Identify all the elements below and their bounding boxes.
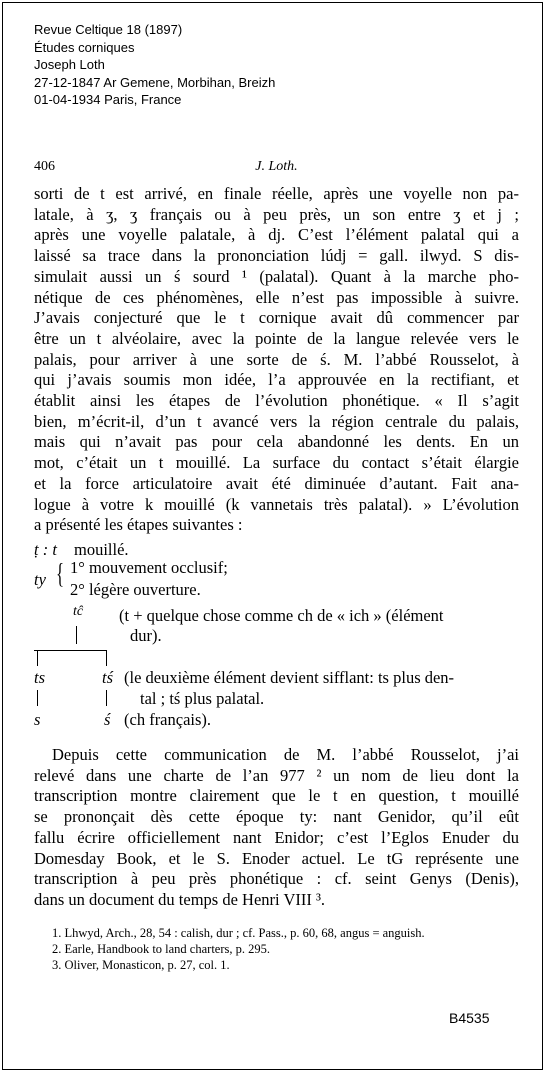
text-line: transcription montre clairement que le t en question, t mouillé <box>34 786 519 806</box>
running-title: J. Loth. <box>255 159 298 174</box>
text-line: mais qui n’avait pas pour cela abandonné les dents. En un <box>34 432 519 452</box>
text-line: latale, à ʒ, ʒ français ou à peu près, un son entre ʒ et j ; <box>34 204 519 224</box>
catalog-code: B4535 <box>449 1010 490 1026</box>
body-text <box>34 184 519 536</box>
text-line: simulait aussi un ś sourd ¹ (palatal). Quant à la marche pho- <box>34 266 519 286</box>
text-line: être un t alvéolaire, avec la pointe de la langue relevée vers le <box>34 328 519 348</box>
text-line: J’avais conjecturé que le t cornique avait dû commencer par <box>34 308 519 328</box>
text-line: transcription à peu près phonétique : cf. seint Genys (Denis), <box>34 869 519 889</box>
stage-s-symbol: s <box>34 710 41 729</box>
text-line: logue à votre k mouillé (k vannetais très palatal). » L’évolution <box>34 494 519 514</box>
text-line: bien, m’écrit-il, d’un t avancé vers la région centrale du palais, <box>34 411 519 431</box>
stage-tc-text-a: (t + quelque chose comme ch de « ich » (élément <box>119 606 444 625</box>
stage-s-palatal-symbol: ś <box>104 710 111 729</box>
stage-ts-text-a: (le deuxième élément devient sifflant: ts plus den- <box>124 668 455 687</box>
stage-ty-item-2: 2° légère ouverture. <box>70 580 201 599</box>
footnote: 2. Earle, Handbook to land charters, p. 295. <box>52 942 270 956</box>
journal-line: Revue Celtique 18 (1897) <box>34 22 183 37</box>
stage-ts-symbol: ts <box>34 668 46 687</box>
connector-line <box>37 690 38 706</box>
footnote: 3. Oliver, Monasticon, p. 27, col. 1. <box>52 958 230 972</box>
connector-line <box>76 626 77 644</box>
connector-line <box>37 650 38 666</box>
text-line: après une voyelle palatale, à dj. C’est l’élément palatal qui a <box>34 225 519 245</box>
stage-tc-text-b: dur). <box>130 626 162 645</box>
text-line: qui j’avais soumis mon idée, l’a approuvée en la rectifiant, et <box>34 370 519 390</box>
text-line: Depuis cette communication de M. l’abbé Rousselot, j’ai <box>52 745 519 764</box>
text-line: laissé sa trace dans la prononciation lúdj = gall. ilwyd. S dis- <box>34 246 519 266</box>
text-line: palais, pour arriver à une sorte de ś. M. l’abbé Rousselot, à <box>34 349 519 369</box>
split-line <box>34 650 107 651</box>
brace-glyph: { <box>56 559 65 590</box>
text-line: sorti de t est arrivé, en finale réelle, après une voyelle non pa- <box>34 184 519 203</box>
footnote: 1. Lhwyd, Arch., 28, 54 : calish, dur ; cf. Pass., p. 60, 68, angus = anguish. <box>52 926 425 940</box>
page-number: 406 <box>34 159 55 174</box>
stage-ts-text-b: tal ; tś plus palatal. <box>140 689 265 708</box>
text-line: nétique de ces phénomènes, elle n’est pas impossible à suivre. <box>34 287 519 307</box>
footnotes <box>52 925 519 973</box>
stage-s-text: (ch français). <box>124 710 212 729</box>
text-line: fallu écrire officiellement nant Enidor; c’est l’Eglos Enuder du <box>34 827 519 847</box>
author-line: Joseph Loth <box>34 57 105 72</box>
phonetic-evolution-diagram <box>34 538 519 738</box>
second-paragraph <box>34 745 519 911</box>
stage-t-mouille-symbol: ṭ : t <box>34 540 57 559</box>
text-line: mot, c’était un t mouillé. La surface du contact s’était élargie <box>34 453 519 473</box>
metadata-header <box>34 21 275 109</box>
text-line: a présenté les étapes suivantes : <box>34 515 243 535</box>
text-line: et la force articulatoire avait été diminuée d’autant. Fait ana- <box>34 473 519 493</box>
stage-t-mouille-label: mouillé. <box>74 540 129 559</box>
stage-tc-symbol: tĉ <box>73 604 84 619</box>
stage-ty-item-1: 1° mouvement occlusif; <box>70 558 228 577</box>
text-line: se prononçait dès cette époque ty: nant Genidor, qu’il eût <box>34 807 519 827</box>
connector-line <box>106 650 107 666</box>
text-line: établit ainsi les étapes de l’évolution phonétique. « Il s’agit <box>34 391 519 411</box>
birth-line: 27-12-1847 Ar Gemene, Morbihan, Breizh <box>34 74 276 90</box>
stage-ty-symbol: ty <box>34 570 46 589</box>
article-title-line: Études corniques <box>34 39 135 55</box>
text-line: dans un document du temps de Henri VIII ³. <box>34 889 326 909</box>
connector-line <box>106 690 107 706</box>
death-line: 01-04-1934 Paris, France <box>34 92 182 107</box>
text-line: relevé dans une charte de l’an 977 ² un nom de lieu dont la <box>34 765 519 785</box>
text-line: Domesday Book, et le S. Enoder actuel. Le tG représente une <box>34 848 519 868</box>
stage-ts-palatal-symbol: tś <box>102 668 114 687</box>
